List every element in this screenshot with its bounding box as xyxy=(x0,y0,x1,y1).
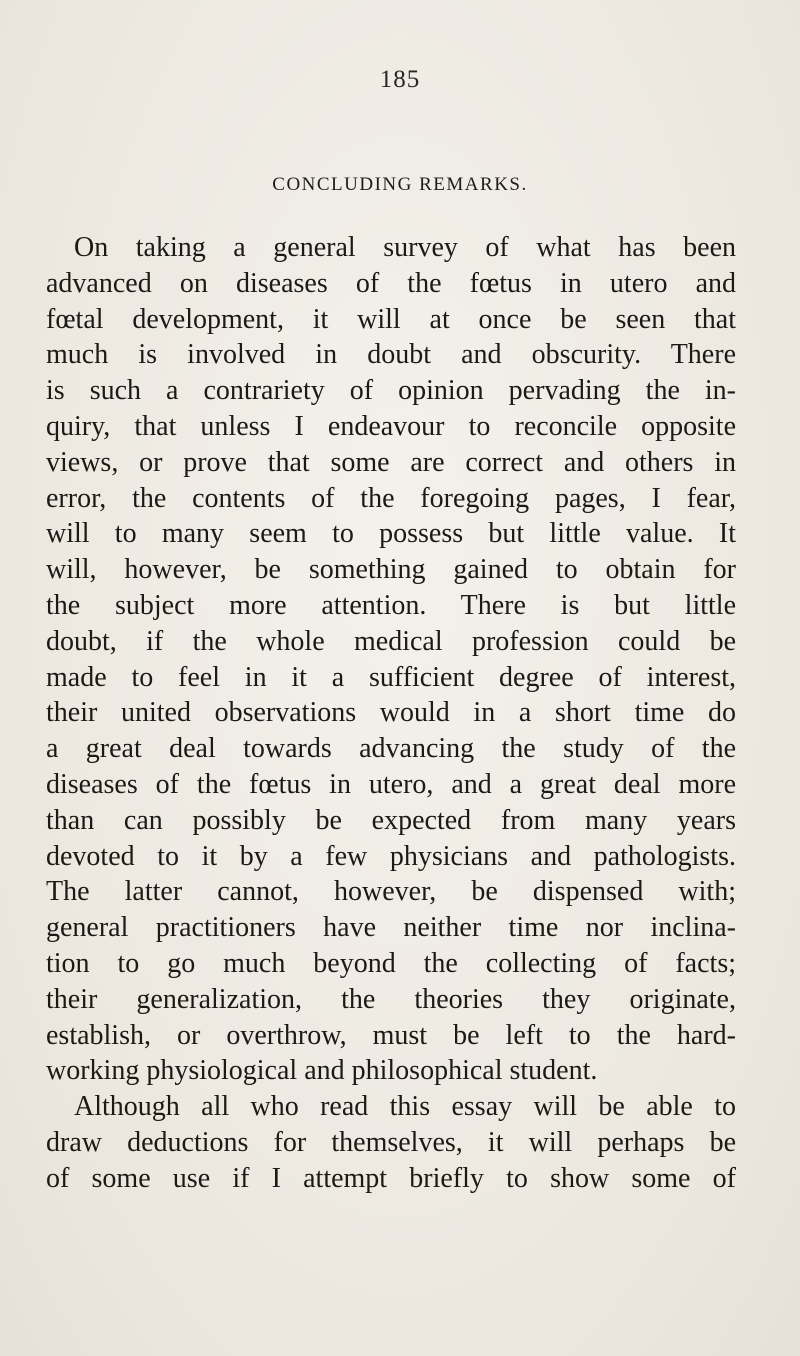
text-line: advanced on diseases of the fœtus in utero and xyxy=(46,267,736,299)
body-text xyxy=(46,230,736,1197)
text-line: their generalization, the theories they originate, xyxy=(46,983,736,1015)
text-line: much is involved in doubt and obscurity. There xyxy=(46,339,736,371)
text-line: establish, or overthrow, must be left to the hard- xyxy=(46,1019,736,1051)
text-line: draw deductions for themselves, it will perhaps be xyxy=(46,1126,736,1158)
text-line: will, however, be something gained to obtain for xyxy=(46,554,736,586)
text-line: the subject more attention. There is but little xyxy=(46,589,736,621)
text-line: made to feel in it a sufficient degree of interest, xyxy=(46,661,736,693)
text-line: quiry, that unless I endeavour to reconcile opposite xyxy=(46,410,736,442)
text-line: than can possibly be expected from many years xyxy=(46,804,736,836)
text-line: general practitioners have neither time nor inclina- xyxy=(46,912,736,944)
text-line: working physiological and philosophical student. xyxy=(46,1055,598,1087)
text-line: will to many seem to possess but little value. It xyxy=(46,518,736,550)
text-line: fœtal development, it will at once be seen that xyxy=(46,303,736,335)
text-line: of some use if I attempt briefly to show some of xyxy=(46,1162,736,1194)
text-line: their united observations would in a short time do xyxy=(46,697,736,729)
text-line: doubt, if the whole medical profession could be xyxy=(46,625,736,657)
text-line: Although all who read this essay will be able to xyxy=(74,1091,736,1123)
section-heading: CONCLUDING REMARKS. xyxy=(272,174,528,195)
text-line: error, the contents of the foregoing pages, I fear, xyxy=(46,482,736,514)
text-line: The latter cannot, however, be dispensed with; xyxy=(46,876,736,908)
text-line: diseases of the fœtus in utero, and a great deal more xyxy=(46,768,736,800)
text-line: On taking a general survey of what has been xyxy=(74,232,736,263)
text-line: a great deal towards advancing the study of the xyxy=(46,733,736,765)
text-line: views, or prove that some are correct and others in xyxy=(46,446,736,478)
text-line: devoted to it by a few physicians and pathologists. xyxy=(46,840,736,872)
text-line: is such a contrariety of opinion pervading the in- xyxy=(46,375,736,407)
page-number: 185 xyxy=(379,66,421,93)
text-line: tion to go much beyond the collecting of facts; xyxy=(46,947,736,979)
